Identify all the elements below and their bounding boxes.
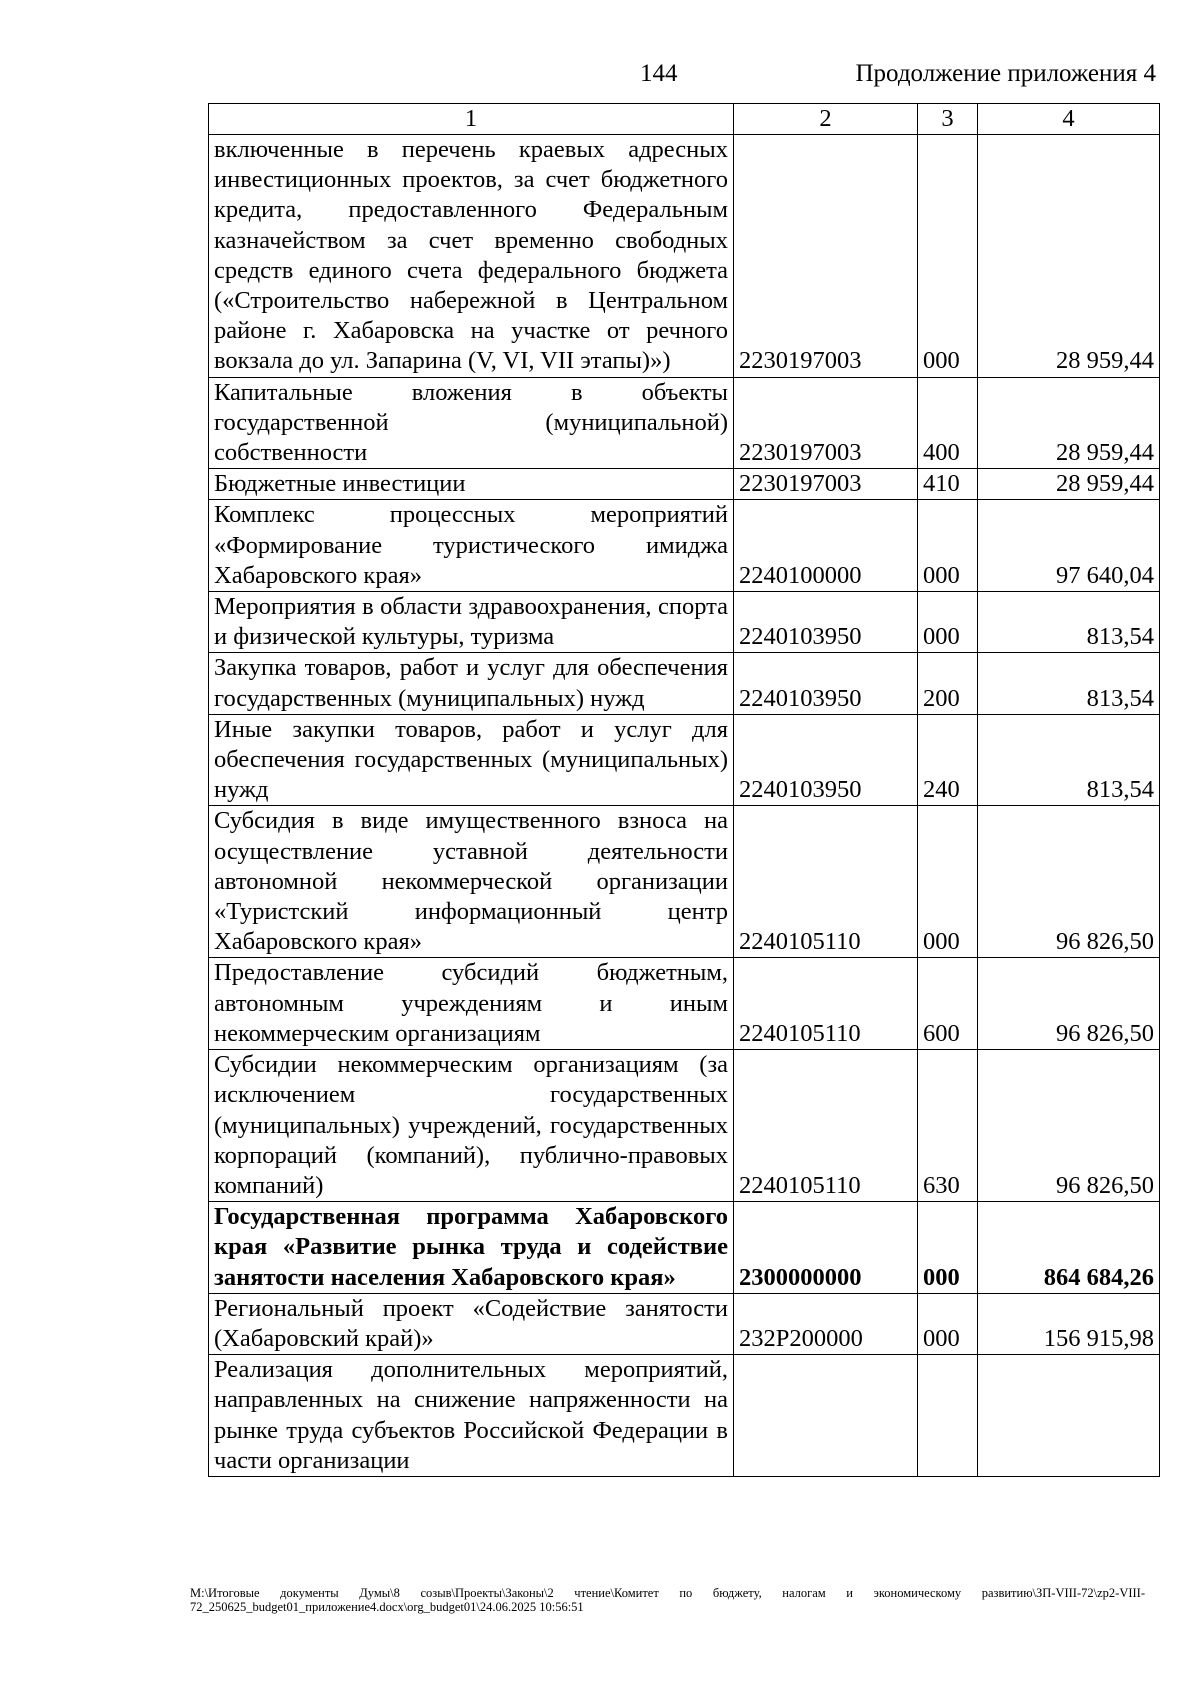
table-row-program [209, 1202, 1160, 1294]
row-code [734, 1355, 918, 1477]
row-sum: 96 826,50 [978, 1050, 1160, 1202]
row-code: 2240103950 [734, 592, 918, 653]
column-header-3: 3 [918, 104, 978, 135]
row-type: 000 [918, 592, 978, 653]
row-code: 2240100000 [734, 500, 918, 592]
row-name: Региональный проект «Содействие занятости (Хабаровский край)» [209, 1293, 734, 1354]
table-row [209, 1355, 1160, 1477]
row-type: 400 [918, 377, 978, 469]
table-row [209, 592, 1160, 653]
row-type: 000 [918, 806, 978, 958]
row-type: 240 [918, 714, 978, 806]
row-code: 2300000000 [734, 1202, 918, 1294]
continuation-title: Продолжение приложения 4 [855, 60, 1156, 87]
row-name: Капитальные вложения в объекты государственной (муниципальной) собственности [209, 377, 734, 469]
row-sum: 813,54 [978, 714, 1160, 806]
row-code: 2240103950 [734, 714, 918, 806]
table-row [209, 377, 1160, 469]
table-row [209, 135, 1160, 378]
row-name: Иные закупки товаров, работ и услуг для обеспечения государственных (муниципальных) нужд [209, 714, 734, 806]
row-name: Мероприятия в области здравоохранения, спорта и физической культуры, туризма [209, 592, 734, 653]
row-sum [978, 1355, 1160, 1477]
row-sum: 156 915,98 [978, 1293, 1160, 1354]
row-code: 2240103950 [734, 653, 918, 714]
row-name: Реализация дополнительных мероприятий, направленных на снижение напряженности на рынке труда субъектов Российской Федерации в части организации [209, 1355, 734, 1477]
row-name: включенные в перечень краевых адресных инвестиционных проектов, за счет бюджетного кредита, предоставленного Федеральным казначейством за счет временно свободных средств единого счета федерального бюджета («Строительство набережной в Центральном районе г. Хабаровска на участке от речного вокзала до ул. Запарина (V, VI, VII этапы)») [209, 135, 734, 378]
row-name: Бюджетные инвестиции [209, 469, 734, 500]
row-sum: 813,54 [978, 592, 1160, 653]
row-code: 2240105110 [734, 806, 918, 958]
row-code: 2240105110 [734, 958, 918, 1050]
row-name: Субсидии некоммерческим организациям (за исключением государственных (муниципальных) учреждений, государственных корпораций (компаний), публично-правовых компаний) [209, 1050, 734, 1202]
row-code: 232P200000 [734, 1293, 918, 1354]
table-row [209, 653, 1160, 714]
row-name: Субсидия в виде имущественного взноса на осуществление уставной деятельности автономной некоммерческой организации «Туристский информационный центр Хабаровского края» [209, 806, 734, 958]
row-type: 000 [918, 500, 978, 592]
row-sum: 28 959,44 [978, 469, 1160, 500]
page-number: 144 [640, 60, 678, 87]
row-type: 000 [918, 1202, 978, 1294]
row-name: Закупка товаров, работ и услуг для обеспечения государственных (муниципальных) нужд [209, 653, 734, 714]
column-header-4: 4 [978, 104, 1160, 135]
row-name: Государственная программа Хабаровского края «Развитие рынка труда и содействие занятости населения Хабаровского края» [209, 1202, 734, 1294]
row-type: 000 [918, 1293, 978, 1354]
row-name: Предоставление субсидий бюджетным, автономным учреждениям и иным некоммерческим организациям [209, 958, 734, 1050]
table-header-row [209, 104, 1160, 135]
row-sum: 813,54 [978, 653, 1160, 714]
row-type: 000 [918, 135, 978, 378]
budget-table [208, 103, 1160, 1477]
row-type: 200 [918, 653, 978, 714]
table-row [209, 806, 1160, 958]
row-sum: 96 826,50 [978, 958, 1160, 1050]
column-header-2: 2 [734, 104, 918, 135]
row-sum: 28 959,44 [978, 377, 1160, 469]
table-row [209, 714, 1160, 806]
row-sum: 864 684,26 [978, 1202, 1160, 1294]
row-type: 630 [918, 1050, 978, 1202]
table-row [209, 958, 1160, 1050]
row-type: 600 [918, 958, 978, 1050]
table-row [209, 1293, 1160, 1354]
row-sum: 97 640,04 [978, 500, 1160, 592]
row-code: 2230197003 [734, 469, 918, 500]
file-path-footer: М:\Итоговые документы Думы\8 созыв\Проекты\Законы\2 чтение\Комитет по бюджету, налогам и экономическому развитию\ЗП-VIII-72\zp2-VIII-72_250625_budget01_приложение4.docx\org_budget01\24.06.2025 10:56:51 [190, 1586, 1145, 1614]
row-code: 2230197003 [734, 135, 918, 378]
row-sum: 96 826,50 [978, 806, 1160, 958]
table-row [209, 500, 1160, 592]
column-header-1: 1 [209, 104, 734, 135]
row-type [918, 1355, 978, 1477]
row-name: Комплекс процессных мероприятий «Формирование туристического имиджа Хабаровского края» [209, 500, 734, 592]
row-code: 2240105110 [734, 1050, 918, 1202]
table-row [209, 1050, 1160, 1202]
row-type: 410 [918, 469, 978, 500]
row-code: 2230197003 [734, 377, 918, 469]
table-row [209, 469, 1160, 500]
row-sum: 28 959,44 [978, 135, 1160, 378]
